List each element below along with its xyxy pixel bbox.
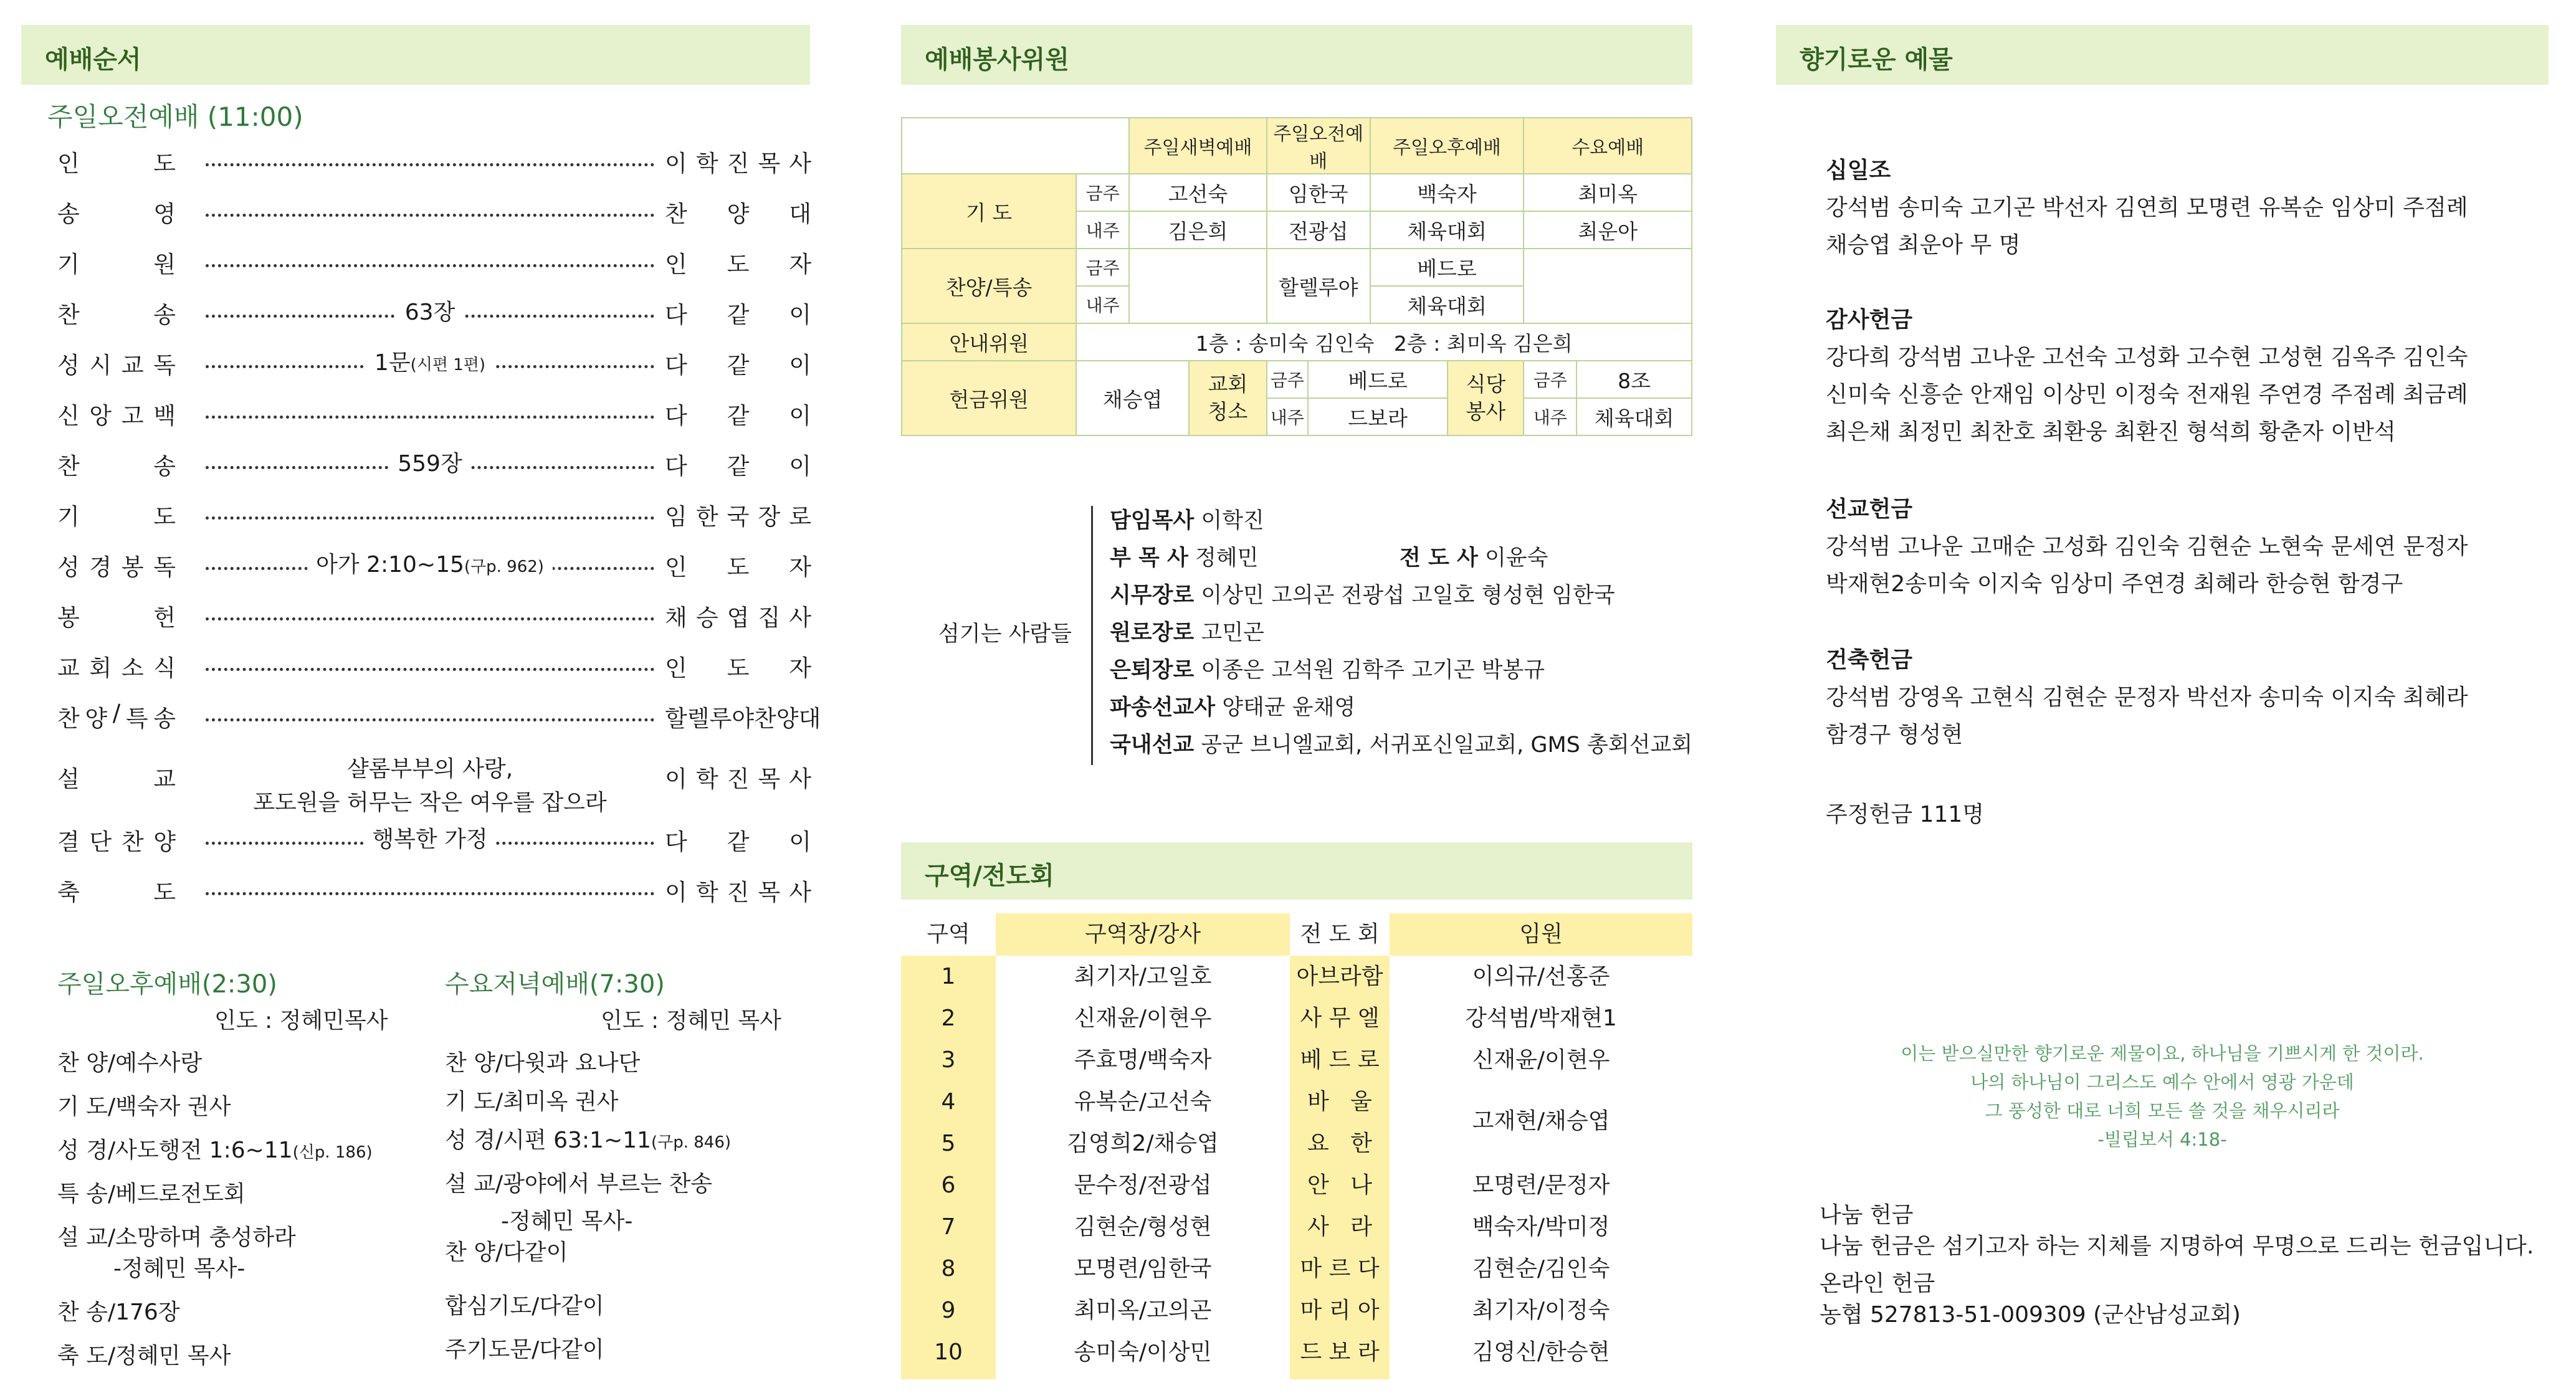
wednesday-item: 기 도/최미옥 권사 [445,1089,619,1115]
order-row [57,700,821,737]
district-cell-no: 3 [941,1047,956,1073]
sunday_pm-item: -정혜민 목사- [113,1256,246,1282]
order-label: 찬 송 [57,302,176,328]
sunday-pm-leader: 인도 : 정혜민목사 [214,1008,388,1034]
wednesday-item: 합심기도/다같이 [445,1293,604,1319]
order-person: 인 도 자 [665,655,811,682]
order-leader-dots [206,245,654,283]
offerings-column [1776,0,2549,1398]
sunday_pm-item: 성 경/사도행전 1:6~11(신p. 186) [57,1138,373,1163]
district-cell-officer: 모명련/문정자 [1472,1172,1610,1198]
order-person: 채 승 엽 집 사 [665,604,811,631]
scripture-verse: 이는 받으실만한 향기로운 제물이요, 하나님을 기쁘시게 한 것이라. 나의 하나님이 그리스도 예수 안에서 영광 가운데 그 풍성한 대로 너희 모든 쓸 것을 채우시리라 -빌립보서 4:18- [1901,1043,2424,1150]
wednesday-item: -정혜민 목사- [501,1209,633,1234]
district-cell-no: 5 [941,1131,956,1156]
order-person: 다 같 이 [665,302,811,328]
order-person: 다 같 이 [665,829,811,855]
sunday_pm-item: 설 교/소망하며 충성하라 [57,1225,296,1250]
order-leader-dots [206,548,654,586]
district-cell-leader: 신재윤/이현우 [1074,1006,1212,1031]
order-leader-dots [206,447,654,485]
district-cell-no: 6 [941,1172,956,1198]
district-cell-officer: 김영신/한승현 [1472,1339,1610,1365]
usher-label: 안내위원 [902,323,1076,361]
order-person: 다 같 이 [665,453,811,480]
order-person: 찬 양 대 [665,201,811,227]
district-cell-leader: 주효명/백숙자 [1074,1047,1212,1073]
order-row [57,245,811,283]
officer-merged-4-5: 고재현/채승엽 [1472,1108,1610,1134]
district-cell-officer: 신재윤/이현우 [1472,1047,1610,1073]
district-cell-officer: 김현순/김인숙 [1472,1256,1610,1282]
sermon-title: 샬롬부부의 사랑, 포도원을 허무는 작은 여우를 잡으라 [253,756,607,816]
dot-leader [206,416,654,419]
order-leader-dots [206,397,654,434]
order-leader-dots [206,296,654,333]
district-cell-officer: 이의규/선홍준 [1472,964,1610,989]
district-cell-officer: 최기자/이정숙 [1472,1298,1610,1323]
worship-order-header: 예배순서 [21,25,810,85]
worship-order-column [21,0,821,1398]
online-offering: 온라인 헌금 농협 527813-51-009309 (군산남성교회) [1820,1271,2241,1328]
volunteers-header: 예배봉사위원 [901,25,1692,85]
order-leader-dots [206,599,654,636]
district-cell-officer: 백숙자/박미정 [1472,1214,1610,1240]
district-cell-assoc: 바 울 [1307,1089,1372,1115]
district-cell-no: 2 [941,1006,956,1031]
dot-leader [206,264,654,267]
district-cell-no: 7 [941,1214,956,1240]
building-section: 건축헌금 강석범 강영옥 고현식 김현순 문정자 박선자 송미숙 이지숙 최혜라 함경구 형성현 [1826,647,2468,748]
district-cell-leader: 모명련/임한국 [1074,1256,1212,1282]
mission-section: 선교헌금 강석범 고나운 고매순 고성화 김인숙 김현순 노현숙 문세연 문정자 박재현2송미숙 이지숙 임상미 주연경 최혜라 한승현 함경구 [1826,497,2468,597]
thanks-section: 감사헌금 강다희 강석범 고나운 고선숙 고성화 고수현 고성현 김옥주 김인숙 신미숙 신흥순 안재임 이상민 이정숙 전재원 주연경 주점례 최금례 최은채 최정민 최찬호 최환웅 최환진 형석희 황춘자 이반석 [1826,307,2468,445]
dot-leader [206,516,654,520]
cleaning-label: 교회청소 [1189,361,1267,435]
order-label: 교 회 소 식 [57,655,176,682]
order-label: 신 앙 고 백 [57,402,176,429]
wednesday-item: 주기도문/다같이 [445,1337,604,1362]
district-cell-officer: 강석범/박재현1 [1465,1006,1617,1031]
sunday_pm-item: 기 도/백숙자 권사 [57,1094,231,1120]
district-cell-assoc: 사 무 엘 [1300,1006,1380,1031]
dot-leader [206,163,654,166]
wednesday-item: 성 경/시편 63:1~11(구p. 846) [445,1128,731,1153]
district-cell-assoc: 아브라함 [1296,964,1383,989]
order-label: 성 시 교 독 [57,352,176,379]
order-detail: 63장 [396,295,464,326]
wednesday-title: 수요저녁예배(7:30) [445,970,665,999]
order-label: 기 원 [57,251,176,278]
district-cell-no: 4 [941,1089,956,1115]
district-cell-leader: 문수정/전광섭 [1074,1172,1212,1198]
order-leader-dots [206,498,654,535]
district-cell-no: 8 [941,1256,956,1282]
order-row [57,873,811,911]
order-label: 기 도 [57,503,176,530]
order-label: 봉 헌 [57,604,176,631]
order-row [57,599,811,636]
order-row [57,498,811,535]
order-person: 인 도 자 [665,554,811,581]
order-row [57,145,811,182]
district-cell-leader: 유복순/고선숙 [1074,1089,1212,1115]
sunday-am-title: 주일오전예배 (11:00) [47,102,303,132]
district-cell-assoc: 마 리 아 [1300,1298,1380,1323]
district-cell-assoc: 드 보 라 [1300,1339,1380,1365]
order-row [57,397,811,434]
sunday_pm-item: 축 도/정혜민 목사 [57,1343,231,1369]
order-detail: 559장 [389,446,471,478]
order-person: 인 도 자 [665,251,811,278]
order-label: 결 단 찬 양 [57,829,176,855]
offering-label: 헌금위원 [902,361,1076,435]
order-row [57,823,811,860]
district-cell-leader: 최기자/고일호 [1074,964,1212,989]
order-label: 인 도 [57,150,176,177]
sunday_pm-item: 특 송/베드로전도회 [57,1181,246,1207]
wednesday-item: 찬 양/다윗과 요나단 [445,1050,641,1076]
district-cell-leader: 송미숙/이상민 [1074,1339,1212,1365]
order-row [57,649,811,687]
district-cell-assoc: 마 르 다 [1300,1256,1380,1282]
order-label: 찬 송 [57,453,176,480]
order-leader-dots [206,649,654,687]
order-leader-dots [206,195,654,232]
order-leader-dots [206,823,654,860]
order-label: 축 도 [57,879,176,906]
order-person: 이 학 진 목 사 [665,766,811,792]
order-row [57,447,811,485]
district-cell-leader: 최미옥/고의곤 [1074,1298,1212,1323]
offerings-header: 향기로운 예물 [1776,25,2549,85]
dot-leader [206,214,654,217]
tithe-section: 십일조 강석범 송미숙 고기곤 박선자 김연희 모명련 유복순 임상미 주점례 채승엽 최운아 무 명 [1826,158,2468,258]
wednesday-item: 찬 양/다같이 [445,1240,568,1265]
order-row [57,296,811,333]
service-volunteers-column: 예배봉사위원 주일새벽예배 주일오전예배 주일오후예배 수요예배 기 도 금주 고선숙 임한국 백숙자 최미옥 내주 김은희 전광섭 체육대회 최운아 찬양/특송 금주 할렐루야 베드로 내주 체육대회 안내위원 1층 : 송미숙 김인숙 2층 : 최미옥 김은희 헌금위원 채승엽 교회청소 금주 베드로 식당봉사 금주 8조 내주 드보라 내주 체육대회 섬기는 사람들 담임목사 이학진 부 목 사 정혜민 전 도 사 이윤숙 시무장로 이상민 고의곤 전광섭 고일호 형성현 임한국 원로장로 고민곤 은퇴장로 이종은 고석원 김학주 고기곤 박봉규 파송선교사 양태균 윤채영 국내선교 공군 브니엘교회, 서귀포신일교회, GMS 총회선교회 구역/전도회 구역 구역장/강사 전 도 회 임원 1 최기자/고일호 아브라함 이의규/선홍준 2 신재윤/이현우 사 무 엘 강석범/박재현1 3 주효명/백숙자 베 드 로 신재윤/이현우 4 유복순/고선숙 바 울 5 김영희2/채승엽 요 한 6 문수정/전광섭 안 나 모명련/문정자 7 김현순/형성현 사 라 백숙자/박미정 8 모명련/임한국 마 르 다 김현순/김인숙 9 최미옥/고의곤 마 리 아 최기자/이정숙 10 송미숙/이상민 드 보 라 김영신/한승현 고재현/채승엽 [901,0,1692,1398]
sunday-pm-title: 주일오후예배(2:30) [57,970,277,999]
district-cell-assoc: 사 라 [1307,1214,1372,1240]
prayer-label: 기 도 [902,174,1076,249]
volunteer-table: 주일새벽예배 주일오전예배 주일오후예배 수요예배 기 도 금주 고선숙 임한국 백숙자 최미옥 내주 김은희 전광섭 체육대회 최운아 찬양/특송 금주 할렐루야 베드로 내주 체육대회 안내위원 1층 : 송미숙 김인숙 2층 : 최미옥 김은희 헌금위원 채승엽 교회청소 금주 베드로 식당봉사 금주 8조 내주 드보라 내주 체육대회 [901,117,1692,436]
order-person: 이 학 진 목 사 [665,879,811,906]
dot-leader [206,892,654,895]
order-leader-dots [206,873,654,911]
district-cell-assoc: 베 드 로 [1300,1047,1380,1073]
order-leader-dots [206,145,654,182]
dot-leader [206,668,654,671]
wednesday-leader: 인도 : 정혜민 목사 [601,1008,781,1034]
dot-leader [206,718,654,721]
order-leader-dots [206,700,654,737]
order-person: 이 학 진 목 사 [665,150,811,177]
sunday_pm-item: 찬 양/예수사랑 [57,1050,203,1076]
order-label: 설 교 [57,766,176,792]
district-cell-no: 9 [941,1298,956,1323]
order-person: 할 렐 루 야 찬 양 대 [665,705,821,732]
servants-divider [1091,506,1093,765]
district-cell-no: 1 [941,964,956,989]
district-cell-leader: 김영희2/채승엽 [1067,1131,1219,1156]
order-detail: 행복한 가정 [363,822,496,854]
district-cell-leader: 김현순/형성현 [1074,1214,1212,1240]
order-label: 성 경 봉 독 [57,554,176,581]
order-person: 다 같 이 [665,402,811,429]
cafeteria-label: 식당봉사 [1448,361,1524,435]
sunday_pm-item: 찬 송/176장 [57,1300,180,1325]
district-cell-assoc: 요 한 [1307,1131,1372,1156]
share-offering: 나눔 헌금 나눔 헌금은 섬기고자 하는 지체를 지명하여 무명으로 드리는 헌금입니다. [1820,1202,2534,1259]
order-person: 다 같 이 [665,352,811,379]
order-person: 임 한 국 장 로 [665,503,811,530]
order-detail: 1문(시편 1편) [366,345,494,377]
order-label: 찬 양 / 특 송 [57,700,176,732]
order-row [57,548,811,586]
order-row [57,346,811,384]
praise-label: 찬양/특송 [902,249,1076,323]
servants-label: 섬기는 사람들 [938,622,1072,647]
order-label: 송 영 [57,201,176,227]
district-cell-no: 10 [934,1339,963,1365]
dot-leader [206,617,654,621]
order-leader-dots [206,346,654,384]
order-detail: 아가 2:10~15(구p. 962) [307,547,553,579]
order-row [57,195,811,232]
wednesday-item: 설 교/광야에서 부르는 찬송 [445,1171,712,1197]
district-header: 구역/전도회 [901,842,1692,900]
weekly-offering: 주정헌금 111명 [1826,802,1985,827]
district-cell-assoc: 안 나 [1307,1172,1372,1198]
